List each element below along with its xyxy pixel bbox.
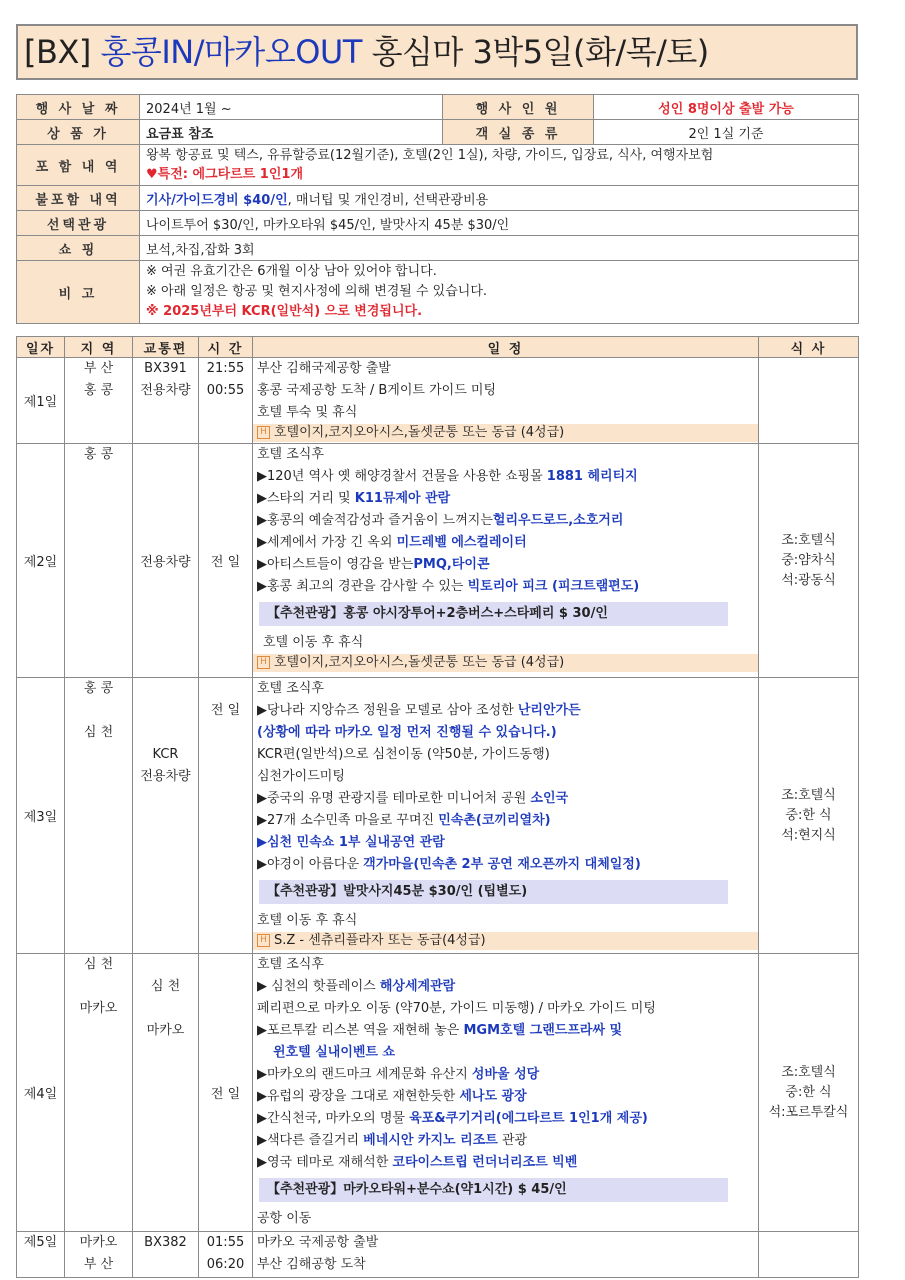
note-line: ※ 아래 일정은 항공 및 현지사정에 의해 변경될 수 있습니다. — [146, 284, 488, 299]
meal: 조:호텔식 — [781, 1064, 836, 1080]
region-cell — [65, 358, 133, 444]
included-line: 왕복 항공료 및 텍스, 유류할증료(12월기준), 호텔(2인 1실), 차량, 가이드, 입장료, 식사, 여행자보험 — [146, 148, 714, 163]
meal: 석:광동식 — [781, 572, 836, 588]
time-cell — [199, 358, 253, 444]
guide-fee: 기사/가이드경비 $40/인 — [146, 192, 288, 208]
region: 부 산 — [83, 1257, 114, 1272]
day-row — [17, 678, 859, 954]
schedule-item: ▶27개 소수민족 마을로 꾸며진 민속촌(코끼리열차) — [257, 813, 551, 828]
date-label: 행 사 날 짜 — [17, 95, 140, 120]
time-cell — [199, 1232, 253, 1278]
day-label: 제5일 — [17, 1232, 65, 1278]
meal-cell — [759, 1232, 859, 1278]
time-cell — [199, 678, 253, 954]
meal: 조:호텔식 — [781, 787, 836, 803]
meal: 중:한 식 — [785, 807, 832, 823]
schedule-note: (상황에 따라 마카오 일정 먼저 진행될 수 있습니다.) — [257, 725, 557, 740]
header-meal: 식 사 — [759, 337, 859, 358]
region: 홍 콩 — [83, 447, 114, 462]
transport: KCR — [152, 747, 179, 762]
hotel-name: 호텔이지,코지오아시스,돌셋쿤통 또는 동급 (4성급) — [274, 425, 565, 440]
hotel-name: S.Z - 센츄리플라자 또는 동급(4성급) — [274, 933, 486, 948]
transport-cell — [133, 678, 199, 954]
schedule-item: 홍콩 국제공항 도착 / B게이트 가이드 미팅 — [257, 383, 497, 398]
header-transport: 교통편 — [133, 337, 199, 358]
room-value: 2인 1실 기준 — [594, 120, 859, 145]
schedule-cell — [253, 678, 759, 954]
day-row — [17, 444, 859, 678]
hotel-icon: H — [257, 934, 270, 947]
day-label: 제4일 — [17, 954, 65, 1232]
excluded-rest: , 매너팁 및 개인경비, 선택관광비용 — [287, 192, 489, 208]
time: 00:55 — [206, 383, 245, 398]
header-time: 시 간 — [199, 337, 253, 358]
meal: 석:현지식 — [781, 827, 836, 843]
schedule-item: 호텔 조식후 — [257, 447, 324, 462]
schedule-item: ▶ 심천의 핫플레이스 해상세계관람 — [257, 979, 456, 994]
time: 전 일 — [210, 703, 241, 718]
transport: 전용차량 — [140, 383, 191, 398]
hotel-row — [253, 932, 758, 950]
schedule-item: 페리편으로 마카오 이동 (약70분, 가이드 미동행) / 마카오 가이드 미팅 — [257, 1001, 656, 1016]
shopping-value: 보석,차집,잡화 3회 — [140, 236, 859, 261]
time: 21:55 — [206, 361, 245, 376]
included-value — [140, 145, 859, 186]
day-row — [17, 358, 859, 444]
schedule-item: ▶스타의 거리 및 K11뮤제아 관람 — [257, 491, 451, 506]
room-label: 객 실 종 류 — [443, 120, 594, 145]
info-table — [16, 94, 859, 324]
people-label: 행 사 인 원 — [443, 95, 594, 120]
schedule-item: 호텔 이동 후 휴식 — [257, 913, 358, 928]
schedule-item: ▶간식천국, 마카오의 명물 육포&쿠기거리(에그타르트 1인1개 제공) — [257, 1111, 648, 1126]
page-title: [BX] 홍콩IN/마카오OUT 홍심마 3박5일(화/목/토) — [16, 24, 858, 80]
included-label: 포 함 내 역 — [17, 145, 140, 186]
time: 06:20 — [206, 1257, 245, 1272]
excluded-label: 불포함 내역 — [17, 186, 140, 211]
header-region: 지 역 — [65, 337, 133, 358]
note-value — [140, 261, 859, 324]
region: 마카오 — [79, 1235, 118, 1250]
region: 심 천 — [83, 957, 114, 972]
flight-code: BX382 — [144, 1235, 187, 1250]
included-bonus: ♥특전: 에그타르트 1인1개 — [146, 167, 304, 182]
hotel-row — [253, 424, 758, 442]
schedule-item: 호텔 이동 후 휴식 — [263, 635, 364, 650]
recommended-tour: 【추천관광】홍콩 야시장투어+2층버스+스타페리 $ 30/인 — [259, 602, 728, 626]
meal-cell — [759, 954, 859, 1232]
time: 01:55 — [206, 1235, 245, 1250]
schedule-item: ▶야경이 아름다운 객가마을(민속촌 2부 공연 재오픈까지 대체일정) — [257, 857, 641, 872]
date-value: 2024년 1월 ~ — [140, 95, 443, 120]
price-value: 요금표 참조 — [140, 120, 443, 145]
schedule-item: ▶세계에서 가장 긴 옥외 미드레벨 에스컬레이터 — [257, 535, 527, 550]
time: 전 일 — [199, 444, 253, 678]
shopping-label: 쇼 핑 — [17, 236, 140, 261]
schedule-item: ▶심천 민속쇼 1부 실내공연 관람 — [257, 835, 445, 850]
schedule-item: ▶중국의 유명 관광지를 테마로한 미니어처 공원 소인국 — [257, 791, 569, 806]
hotel-row — [253, 654, 758, 672]
note-label: 비 고 — [17, 261, 140, 324]
region: 부 산 — [83, 361, 114, 376]
note-line-alert: ※ 2025년부터 KCR(일반석) 으로 변경됩니다. — [146, 304, 423, 319]
schedule-cell — [253, 954, 759, 1232]
transport: 마카오 — [146, 1023, 185, 1038]
schedule-item: ▶유럽의 광장을 그대로 재현한듯한 세나도 광장 — [257, 1089, 527, 1104]
price-label: 상 품 가 — [17, 120, 140, 145]
hotel-icon: H — [257, 656, 270, 669]
region-cell — [65, 1232, 133, 1278]
transport-cell — [133, 954, 199, 1232]
schedule-cell — [253, 1232, 759, 1278]
schedule-cell — [253, 444, 759, 678]
schedule-item: 호텔 조식후 — [257, 681, 324, 696]
schedule-item: 마카오 국제공항 출발 — [257, 1235, 379, 1250]
meal: 중:얌차식 — [781, 552, 836, 568]
schedule-item: ▶마카오의 랜드마크 세계문화 유산지 성바울 성당 — [257, 1067, 540, 1082]
header-schedule: 일 정 — [253, 337, 759, 358]
transport-cell — [133, 1232, 199, 1278]
meal: 중:한 식 — [785, 1084, 832, 1100]
schedule-item: ▶영국 테마로 재해석한 코타이스트립 런더너리조트 빅벤 — [257, 1155, 578, 1170]
people-value: 성인 8명이상 출발 가능 — [594, 95, 859, 120]
schedule-item: 호텔 투숙 및 휴식 — [257, 405, 358, 420]
meal: 석:포르투칼식 — [768, 1104, 849, 1120]
transport: 심 천 — [150, 979, 181, 994]
schedule-cell — [253, 358, 759, 444]
header-day: 일자 — [17, 337, 65, 358]
meal-cell — [759, 358, 859, 444]
schedule-item: ▶아티스트들이 영감을 받는PMQ,타이콘 — [257, 557, 490, 572]
region-cell — [65, 954, 133, 1232]
optional-tour-label: 선택관광 — [17, 211, 140, 236]
schedule-item: 윈호텔 실내이벤트 쇼 — [273, 1045, 396, 1060]
transport-cell — [133, 358, 199, 444]
schedule-item: 심천가이드미팅 — [257, 769, 345, 784]
region: 홍 콩 — [83, 681, 114, 696]
day-label: 제1일 — [17, 358, 65, 444]
schedule-item: 호텔 조식후 — [257, 957, 324, 972]
region-cell — [65, 678, 133, 954]
day-row — [17, 1232, 859, 1278]
transport: 전용차량 — [140, 769, 191, 784]
recommended-tour: 【추천관광】발맛사지45분 $30/인 (팁별도) — [259, 880, 728, 904]
hotel-name: 호텔이지,코지오아시스,돌셋쿤통 또는 동급 (4성급) — [274, 655, 565, 670]
schedule-item: ▶색다른 즐길거리 베네시안 카지노 리조트 관광 — [257, 1133, 528, 1148]
day-label: 제2일 — [17, 444, 65, 678]
region-cell — [65, 444, 133, 678]
schedule-item: ▶당나라 지앙슈즈 정원을 모델로 삼아 조성한 난리안가든 — [257, 703, 581, 718]
meal: 조:호텔식 — [781, 532, 836, 548]
transport: 전용차량 — [133, 444, 199, 678]
recommended-tour: 【추천관광】마카오타워+분수쇼(약1시간) $ 45/인 — [259, 1178, 728, 1202]
region: 홍 콩 — [83, 383, 114, 398]
day-row — [17, 954, 859, 1232]
excluded-value — [140, 186, 859, 211]
schedule-item: KCR편(일반석)으로 심천이동 (약50분, 가이드동행) — [257, 747, 550, 762]
region: 심 천 — [83, 725, 114, 740]
schedule-item: ▶120년 역사 옛 해양경찰서 건물을 사용한 쇼핑몰 1881 헤리티지 — [257, 469, 638, 484]
schedule-item: ▶포르투칼 리스본 역을 재현해 놓은 MGM호텔 그랜드프라싸 및 — [257, 1023, 623, 1038]
optional-tour-value: 나이트투어 $30/인, 마카오타워 $45/인, 발맛사지 45분 $30/인 — [140, 211, 859, 236]
note-line: ※ 여권 유효기간은 6개월 이상 남아 있어야 합니다. — [146, 264, 437, 279]
schedule-table — [16, 336, 859, 1278]
meal-cell — [759, 678, 859, 954]
hotel-icon: H — [257, 426, 270, 439]
schedule-item: 공항 이동 — [257, 1211, 312, 1226]
meal-cell — [759, 444, 859, 678]
region: 마카오 — [79, 1001, 118, 1016]
schedule-item: ▶홍콩 최고의 경관을 감사할 수 있는 빅토리아 피크 (피크트램편도) — [257, 579, 640, 594]
flight-code: BX391 — [144, 361, 187, 376]
schedule-item: 부산 김해국제공항 출발 — [257, 361, 391, 376]
schedule-item: 부산 김해공항 도착 — [257, 1257, 366, 1272]
time: 전 일 — [199, 954, 253, 1232]
schedule-item: ▶홍콩의 예술적감성과 즐거움이 느껴지는헐리우드로드,소호거리 — [257, 513, 624, 528]
day-label: 제3일 — [17, 678, 65, 954]
